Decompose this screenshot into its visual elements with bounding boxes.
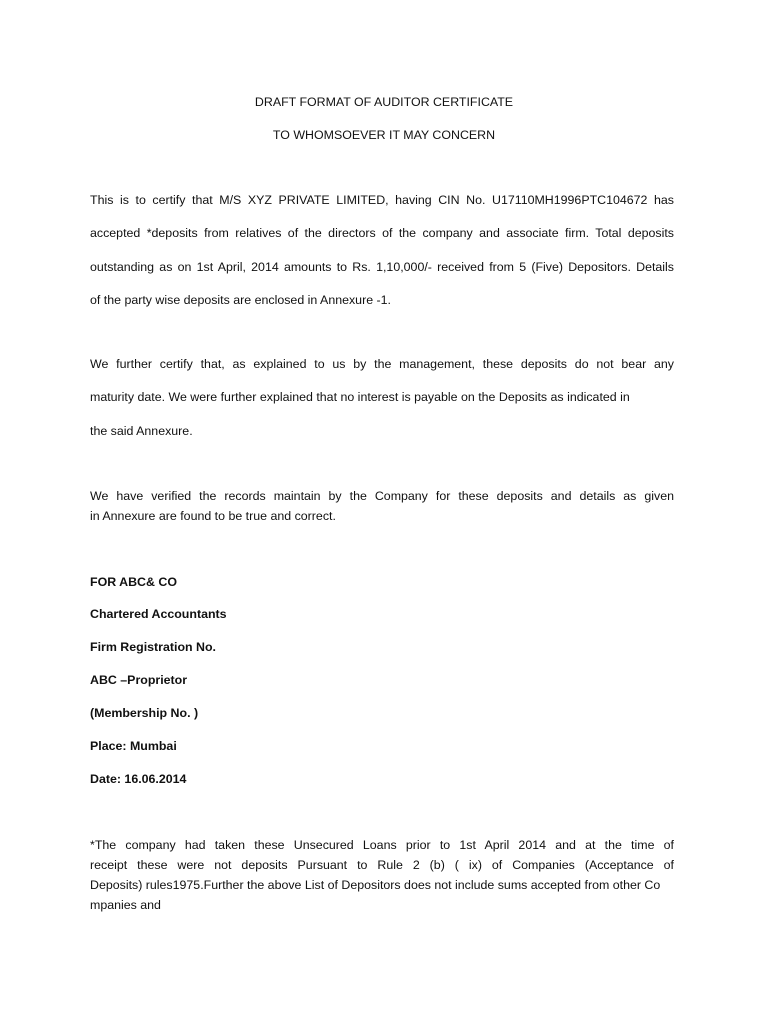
footnote-line: *The company had taken these Unsecured Loans prior to 1st April 2014 and at the time of (90, 838, 674, 852)
paragraph-2-line: We further certify that, as explained to us by the management, these deposits do not bear any (90, 357, 674, 371)
paragraph-3-line: We have verified the records maintain by the Company for these deposits and details as given (90, 489, 674, 503)
signature-designation: Chartered Accountants (90, 607, 227, 621)
paragraph-1-line: accepted *deposits from relatives of the directors of the company and associate firm. Total deposits (90, 226, 674, 240)
document-subtitle: TO WHOMSOEVER IT MAY CONCERN (272, 128, 496, 142)
paragraph-2-line: the said Annexure. (90, 424, 193, 438)
paragraph-3-line: in Annexure are found to be true and correct. (90, 509, 336, 523)
signature-firm: FOR ABC& CO (90, 575, 177, 589)
paragraph-1-line: outstanding as on 1st April, 2014 amounts to Rs. 1,10,000/- received from 5 (Five) Depositors. Details (90, 260, 674, 274)
footnote-line: receipt these were not deposits Pursuant to Rule 2 (b) ( ix) of Companies (Acceptance of (90, 858, 674, 872)
signature-place: Place: Mumbai (90, 739, 177, 753)
footnote-line: mpanies and (90, 898, 161, 912)
paragraph-2-line: maturity date. We were further explained that no interest is payable on the Deposits as indicated in (90, 390, 630, 404)
signature-proprietor: ABC –Proprietor (90, 673, 188, 687)
signature-registration: Firm Registration No. (90, 640, 216, 654)
paragraph-1-line: This is to certify that M/S XYZ PRIVATE LIMITED, having CIN No. U17110MH1996PTC104672 has (90, 193, 674, 207)
signature-membership: (Membership No. ) (90, 706, 199, 720)
document-title: DRAFT FORMAT OF AUDITOR CERTIFICATE (254, 95, 514, 109)
paragraph-1-line: of the party wise deposits are enclosed in Annexure -1. (90, 293, 391, 307)
footnote-line: Deposits) rules1975.Further the above List of Depositors does not include sums accepted from other Co (90, 878, 661, 892)
signature-date: Date: 16.06.2014 (90, 772, 187, 786)
